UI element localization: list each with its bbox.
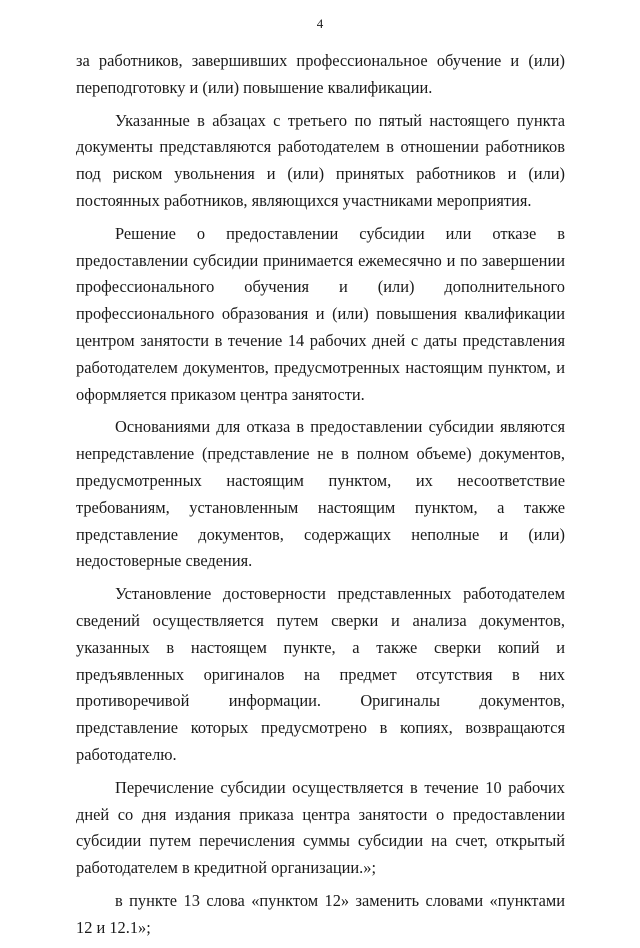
paragraph-refusal-grounds: Основаниями для отказа в предоставлении субсидии являются непредставление (представление не в полном объеме) документов, предусмотренных настоящим пунктом, их несоответствие требованиям, установленным настоящим пунктом, а также представление документов, содержащих неполные и (или) недостоверные сведения. — [76, 417, 565, 571]
paragraph-documents-submission: Указанные в абзацах с третьего по пятый настоящего пункта документы представляются работодателем в отношении работников под риском увольнения и (или) принятых работников и (или) постоянных работников, являющихся участниками мероприятия. — [76, 110, 565, 210]
document-body — [76, 48, 565, 948]
page-number: 4 — [316, 16, 324, 31]
paragraph-verification: Установление достоверности представленных работодателем сведений осуществляется путем сверки и анализа документов, указанных в настоящем пункте, а также сверки копий и предъявленных оригиналов на предмет отсутствия в них противоречивой информации. Оригиналы документов, представление которых предусмотрено в копиях, возвращаются работодателю. — [76, 584, 565, 764]
paragraph-amendment-13: в пункте 13 слова «пунктом 12» заменить словами «пунктами 12 и 12.1»; — [76, 890, 565, 937]
paragraph-subsidy-transfer: Перечисление субсидии осуществляется в течение 10 рабочих дней со дня издания приказа центра занятости о предоставлении субсидии путем перечисления суммы субсидии на счет, открытый работодателем в кредитной организации.»; — [76, 777, 565, 878]
paragraph-continuation: за работников, завершивших профессиональное обучение и (или) переподготовку и (или) повышение квалификации. — [76, 51, 565, 97]
paragraph-subsidy-decision: Решение о предоставлении субсидии или отказе в предоставлении субсидии принимается ежемесячно и по завершении профессионального обучения и (или) дополнительного профессионального образования и (или) повышения квалификации центром занятости в течение 14 рабочих дней с даты представления работодателем документов, предусмотренных настоящим пунктом, и оформляется приказом центра занятости. — [76, 223, 565, 404]
